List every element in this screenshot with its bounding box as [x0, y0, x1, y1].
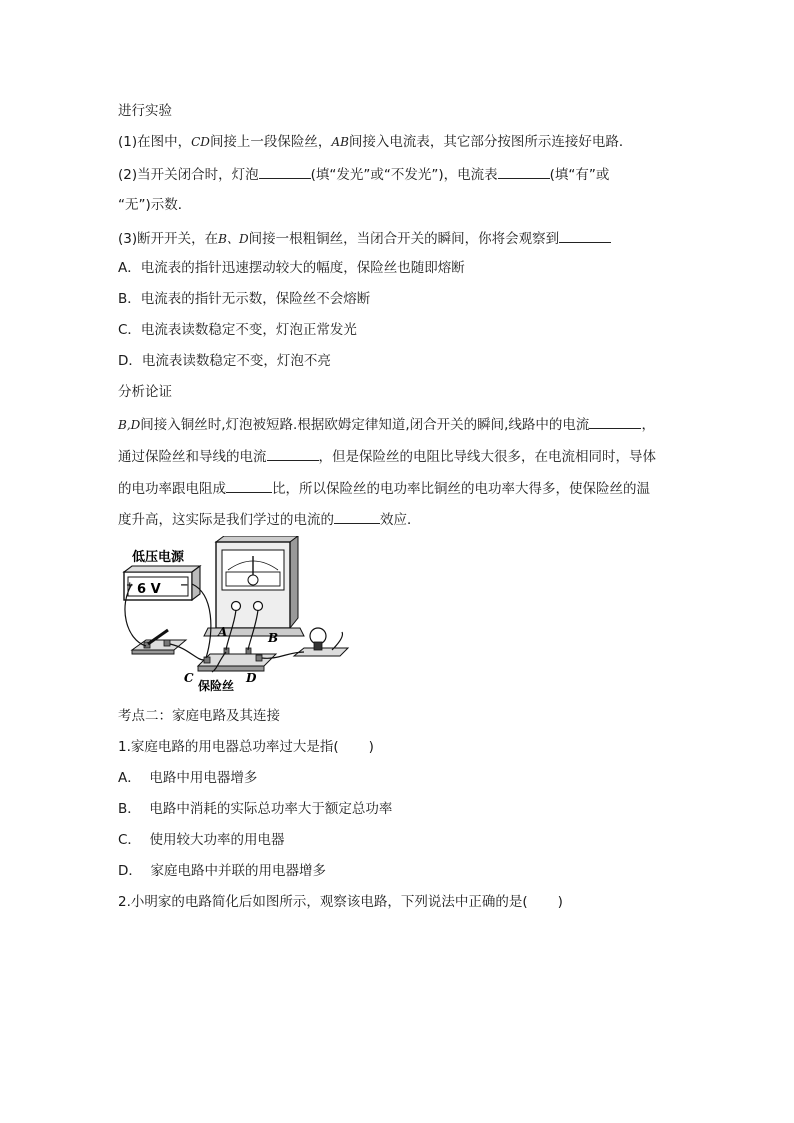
minus-terminal-label: − [180, 580, 189, 591]
step-2: (2)当开关闭合时，灯泡 (填“发光”或“不发光”)，电流表 (填“有”或 [118, 164, 609, 184]
ammeter [204, 536, 304, 636]
answer-blank[interactable] [267, 446, 319, 461]
fuse-label: 保险丝 [198, 679, 235, 693]
q1-option-c: C． 使用较大功率的用电器 [118, 832, 285, 848]
step-2-continued: “无”)示数． [118, 197, 192, 213]
power-supply-label: 低压电源 [132, 550, 185, 565]
section-title-experiment: 进行实验 [118, 103, 172, 119]
plus-terminal-label: + [126, 581, 134, 591]
step-3: (3)断开开关，在B、D间接一根粗铜丝，当闭合开关的瞬间，你将会观察到 [118, 228, 611, 248]
option-b: B．电流表的指针无示数，保险丝不会熔断 [118, 291, 371, 307]
point-b-label: B [268, 631, 279, 645]
analysis-line-3: 的电功率跟电阻成 比，所以保险丝的电功率比铜丝的电功率大得多，使保险丝的温 [118, 478, 650, 498]
question-2: 2.小明家的电路简化后如图所示，观察该电路，下列说法中正确的是( ) [118, 894, 563, 910]
option-a: A．电流表的指针迅速摆动较大的幅度，保险丝也随即熔断 [118, 260, 465, 276]
answer-blank[interactable] [498, 164, 550, 179]
fuse-board [198, 648, 276, 671]
answer-blank[interactable] [259, 164, 311, 179]
answer-blank[interactable] [559, 228, 611, 243]
analysis-line-1: B,D间接入铜丝时,灯泡被短路.根据欧姆定律知道,闭合开关的瞬间,线路中的电流 ， [118, 414, 655, 434]
answer-blank[interactable] [334, 509, 380, 524]
switch [132, 630, 186, 654]
option-c: C．电流表读数稳定不变，灯泡正常发光 [118, 322, 357, 338]
answer-blank[interactable] [226, 478, 272, 493]
q1-option-a: A． 电路中用电器增多 [118, 770, 258, 786]
voltage-label: 6 V [137, 582, 161, 597]
circuit-figure [118, 536, 350, 694]
analysis-line-4: 度升高，这实际是我们学过的电流的 效应． [118, 509, 421, 529]
analysis-line-2: 通过保险丝和导线的电流 ，但是保险丝的电阻比导线大很多，在电流相同时，导体 [118, 446, 656, 466]
q1-option-b: B． 电路中消耗的实际总功率大于额定总功率 [118, 801, 393, 817]
q1-option-d: D． 家庭电路中并联的用电器增多 [118, 863, 326, 879]
point-c-label: C [184, 671, 194, 685]
answer-blank[interactable] [589, 414, 641, 429]
section-title-household-circuit: 考点二：家庭电路及其连接 [118, 708, 280, 724]
step-1: (1)在图中，CD间接上一段保险丝，AB间接入电流表，其它部分按图所示连接好电路． [118, 134, 633, 150]
point-a-label: A [218, 625, 228, 639]
question-1: 1.家庭电路的用电器总功率过大是指( ) [118, 739, 374, 755]
option-d: D．电流表读数稳定不变，灯泡不亮 [118, 353, 331, 369]
section-title-analysis: 分析论证 [118, 384, 172, 400]
point-d-label: D [246, 671, 257, 685]
low-voltage-power-supply [124, 566, 200, 600]
